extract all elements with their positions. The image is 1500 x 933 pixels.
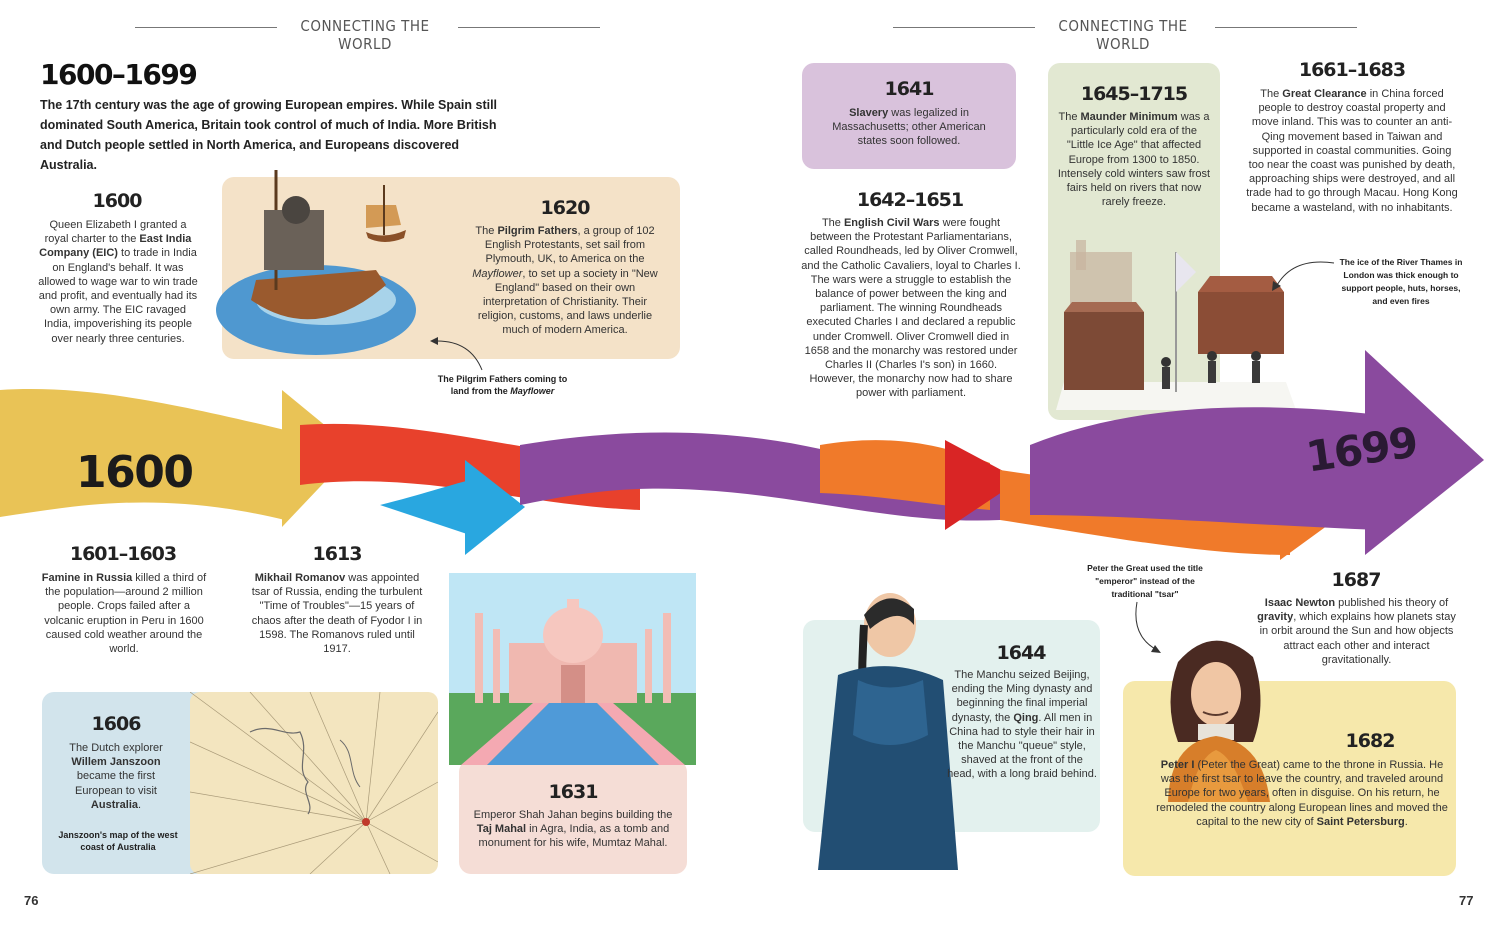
year-1620: 1620 (540, 197, 590, 219)
caption-arrow (1125, 600, 1165, 656)
year-1641: 1641 (884, 78, 934, 100)
qing-man-illustration (818, 585, 963, 870)
year-1600: 1600 (92, 190, 142, 212)
event-1613-text: Mikhail Romanov was appointed tsar of Russia, ending the turbulent "Time of Troubles"—15 years of chaos after the death of Fyodor I in 1598. The Romanovs ruled until 1917. (251, 572, 423, 656)
event-1642-text: The English Civil Wars were fought between the Protestant Parliamentarians, called Roundheads, led by Oliver Cromwell, and the Catholic Cavaliers, loyal to Charles I. The wars were a struggle to establish the balance of power between the king and parliament. The winning Roundheads executed Charles I and declared a republic under Cromwell. Oliver Cromwell died in 1658 and the monarchy was restored under Charles II (Charles I's son) in 1660. However, the monarchy now had to share power with parliament. (801, 217, 1021, 400)
year-1644: 1644 (996, 642, 1046, 664)
timeline-end-label: 1699 (1303, 417, 1420, 482)
event-1661-text: The Great Clearance in China forced people to destroy coastal property and move inland. This was to counter an anti-Qing movement based in Taiwan and supported in coastal communities. Going too near the coast was punished by death, approaching ships were destroyed, and all trade had to go through Macau. Hong Kong became a wasteland, with no inhabitants. (1246, 88, 1458, 214)
year-1682: 1682 (1345, 730, 1395, 752)
running-header-right: CONNECTING THE WORLD (1058, 17, 1188, 53)
mayflower-illustration (216, 170, 441, 360)
caption-arrow (1262, 255, 1338, 295)
event-1645-text: The Maunder Minimum was a particularly cold era of the "Little Ice Age" that affected Europe from 1300 to 1850. Intensely cold winters saw frost fairs held on rivers that now rarely freeze. (1057, 111, 1211, 209)
year-1661-1683: 1661–1683 (1298, 59, 1406, 81)
header-rule (458, 27, 600, 28)
running-header-left: CONNECTING THE WORLD (300, 17, 430, 53)
header-rule (135, 27, 277, 28)
timeline-arrow (0, 345, 1500, 575)
event-1620-text: The Pilgrim Fathers, a group of 102 English Protestants, set sail from Plymouth, UK, to America on the Mayflower, to set up a society in "New England" based on their own interpretation of Christianity. Their religion, customs, and laws underlie much of modern America. (472, 225, 658, 337)
event-1606-text: The Dutch explorer Willem Janszoon became the first European to visit Australia. (69, 742, 163, 811)
caption-map: Janszoon's map of the west coast of Australia (58, 830, 178, 852)
year-1601-1603: 1601–1603 (69, 543, 177, 565)
page-number-left: 76 (24, 893, 39, 908)
map-illustration (190, 692, 438, 874)
event-1601-text: Famine in Russia killed a third of the population—around 2 million people. Crops failed after a volcanic eruption in Peru in 1600 caused cold weather around the world. (41, 572, 207, 656)
year-1613: 1613 (312, 543, 362, 565)
year-1645-1715: 1645–1715 (1080, 83, 1188, 105)
caption-pilgrims: The Pilgrim Fathers coming to land from the Mayflower (437, 374, 568, 396)
event-1600-text: Queen Elizabeth I granted a royal charter to the East India Company (EIC) to trade in India on England's behalf. It was allowed to wage war to win trade and profit, and eventually had its own army. The EIC ravaged India, impoverishing its people over nearly three centuries. (38, 219, 198, 345)
year-1606: 1606 (91, 713, 141, 735)
caption-thames: The ice of the River Thames in London was thick enough to support people, huts, horses, and even fires (1339, 257, 1463, 306)
year-1631: 1631 (548, 781, 598, 803)
event-1631-text: Emperor Shah Jahan begins building the Taj Mahal in Agra, India, as a tomb and monument for his wife, Mumtaz Mahal. (473, 809, 673, 850)
event-1687-text: Isaac Newton published his theory of gravity, which explains how planets stay in orbit around the Sun and how objects attract each other and interact gravitationally. (1257, 597, 1456, 666)
chapter-title: 1600–1699 (40, 58, 197, 91)
chapter-intro: The 17th century was the age of growing European empires. While Spain still dominated South America, Britain took control of much of India. More British and Dutch people settled in North America, and Europeans discovered Australia. (40, 98, 498, 172)
caption-arrow (420, 335, 490, 375)
header-rule (1215, 27, 1357, 28)
year-1687: 1687 (1331, 569, 1381, 591)
event-1641-text: Slavery was legalized in Massachusetts; other American states soon followed. (832, 107, 986, 148)
taj-mahal-illustration (449, 573, 696, 765)
page-number-right: 77 (1459, 893, 1474, 908)
year-1642-1651: 1642–1651 (856, 189, 964, 211)
header-rule (893, 27, 1035, 28)
event-1644-text: The Manchu seized Beijing, ending the Ming dynasty and beginning the final imperial dynasty, the Qing. All men in China had to style their hair in the Manchu "queue" style, shaved at the front of the head, with a long braid behind. (947, 669, 1097, 781)
event-1682-text: Peter I (Peter the Great) came to the throne in Russia. He was the first tsar to leave the country, and traveled around Europe for two years, often in disguise. On his return, he remodeled the country along European lines and moved the capital to the new city of Saint Petersburg. (1156, 759, 1448, 828)
caption-peter: Peter the Great used the title "emperor" instead of the traditional "tsar" (1087, 563, 1203, 599)
timeline-start-label: 1600 (76, 447, 193, 498)
